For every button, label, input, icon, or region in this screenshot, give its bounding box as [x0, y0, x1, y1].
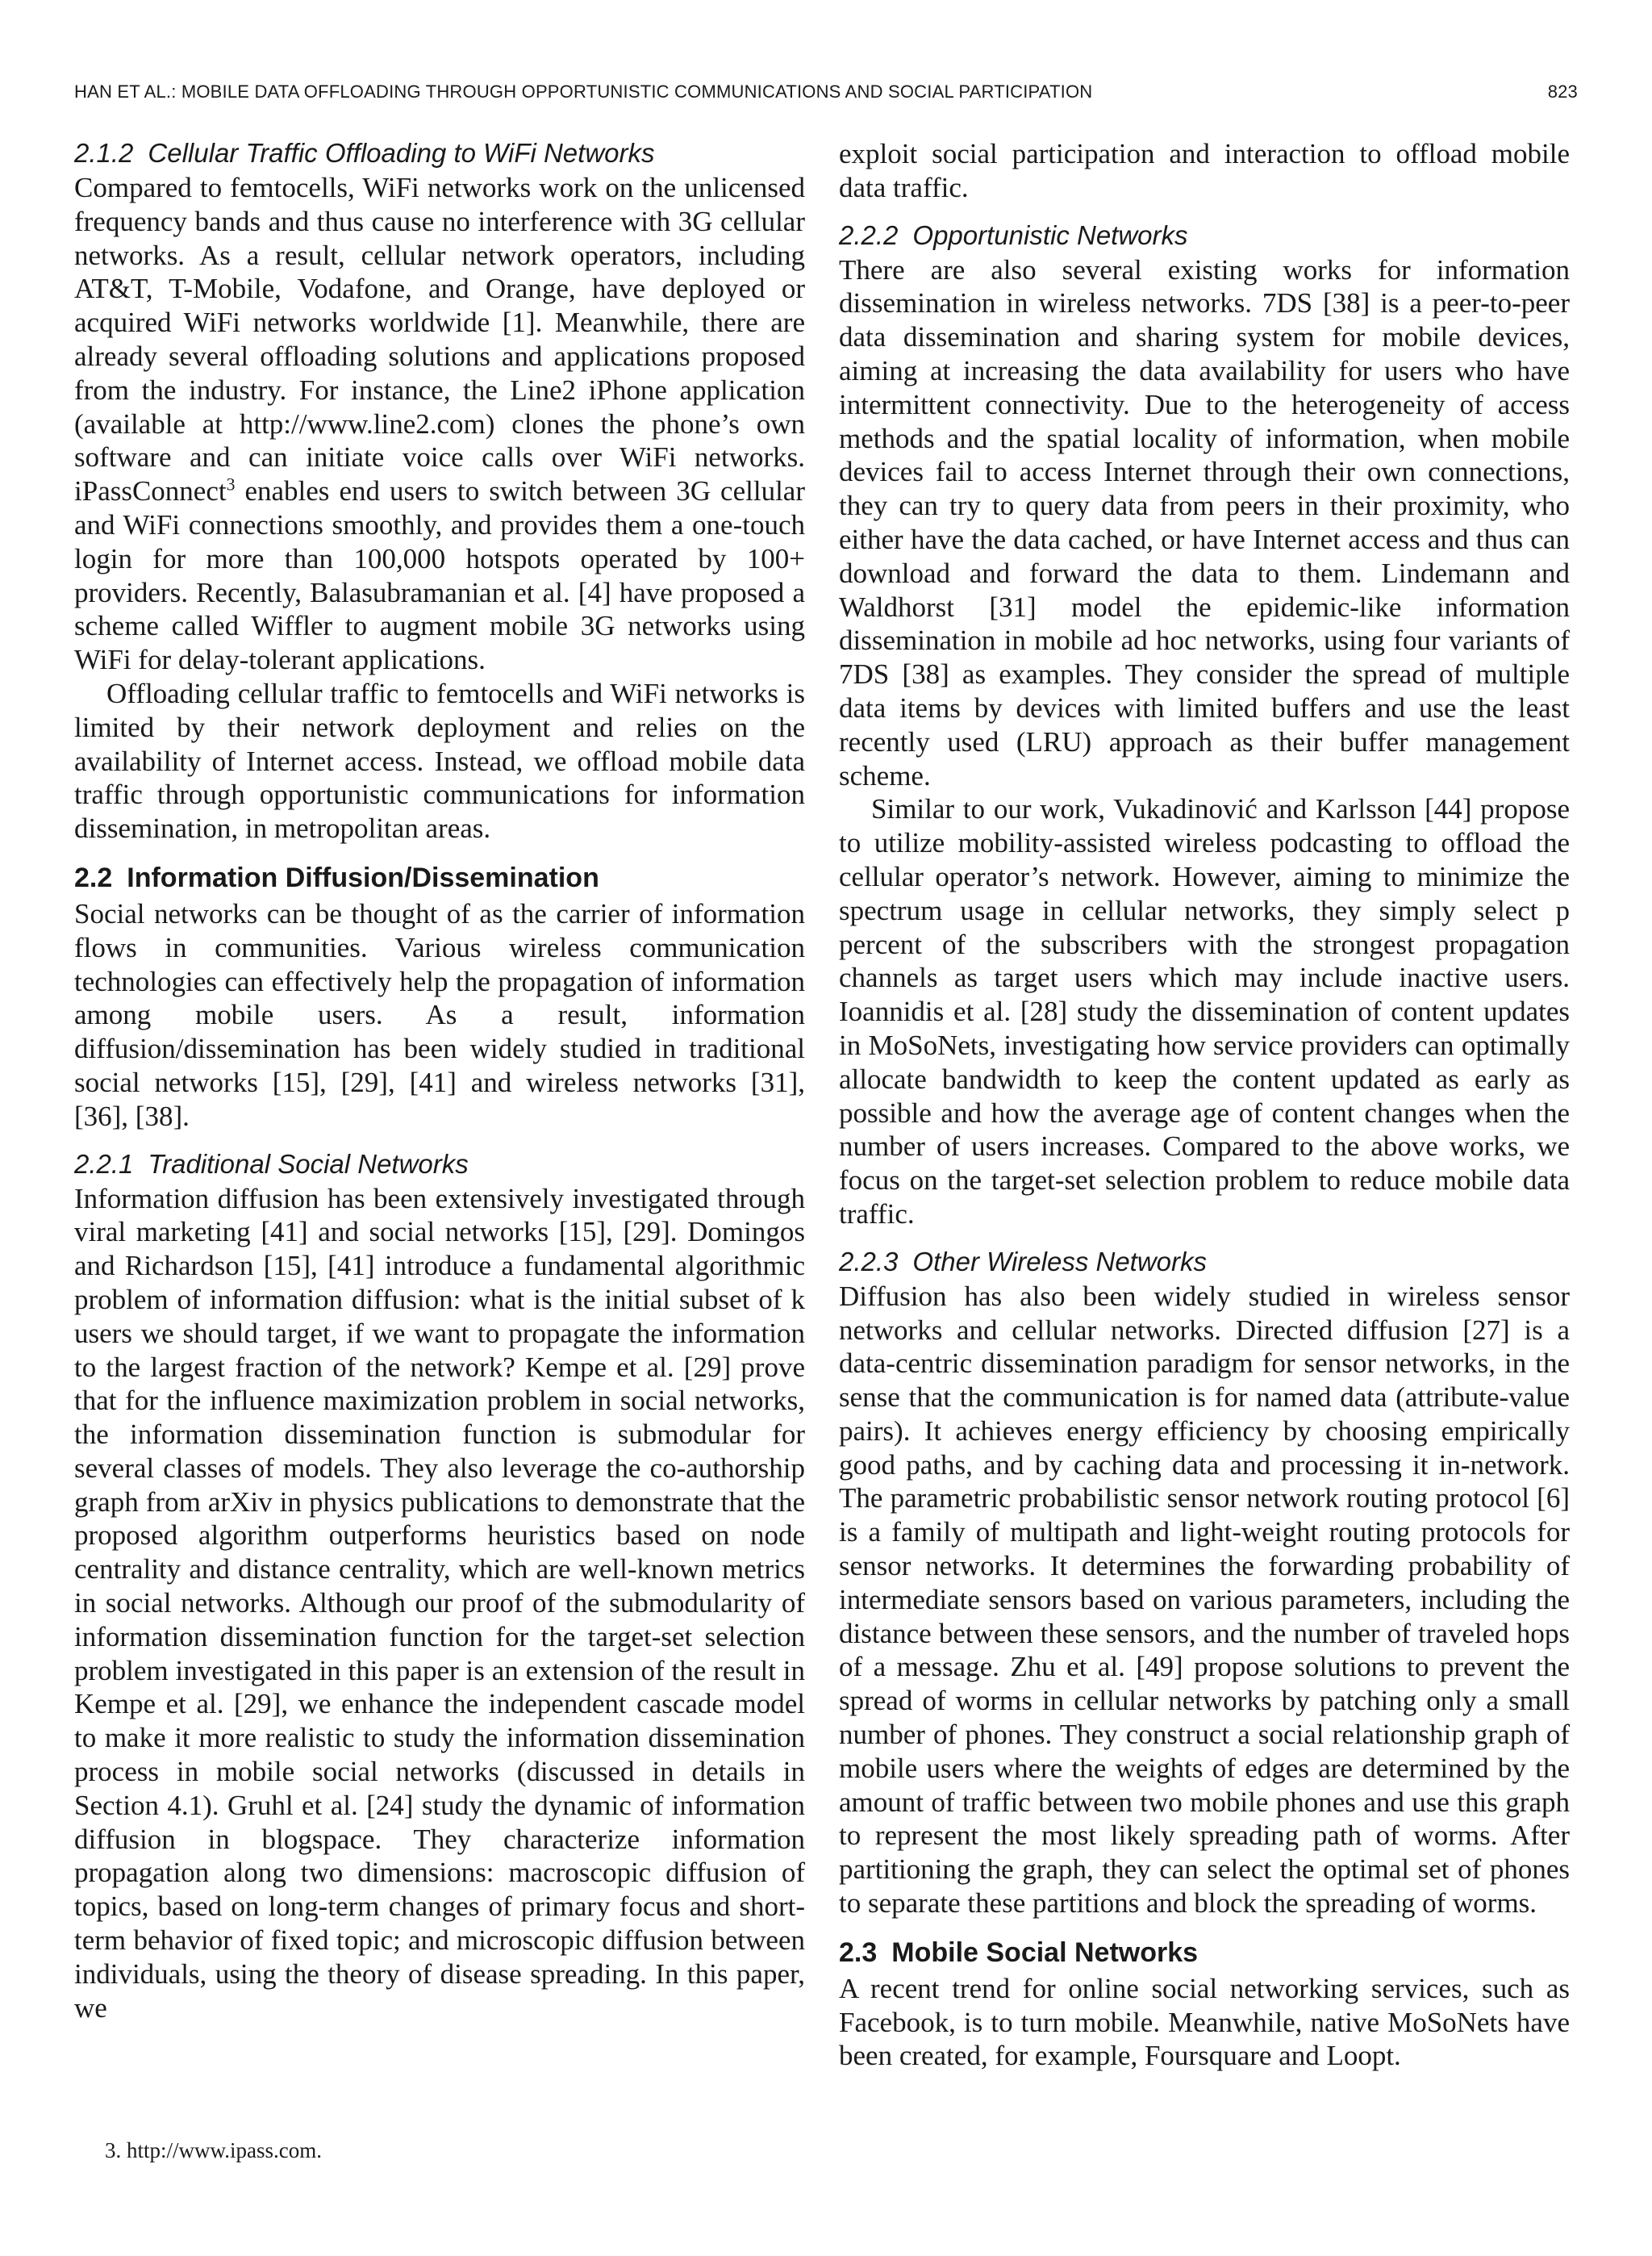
paragraph-text: enables end users to switch between 3G cellular and WiFi connections smoothly, and provides them a one-touch login for more than 100,000 hotspots operated by 100+ providers. Recently, Balasubramanian et al. [4] have proposed a scheme called Wiffler to augment mobile 3G networks using WiFi for delay-tolerant applications. [74, 475, 805, 676]
paragraph: There are also several existing works for information dissemination in wireless networks. 7DS [38] is a peer-to-peer data dissemination and sharing system for mobile devices, aiming at increasing the data availability for users who have intermittent connectivity. Due to the heterogeneity of access methods and the spatial locality of information, when mobile devices fail to access Internet through their own connections, they can try to query data from peers in their proximity, who either have the data cached, or have Internet access and thus can download and forward the data to them. Lindemann and Waldhorst [31] model the epidemic-like information dissemination in mobile ad hoc networks, using four variants of 7DS [38] as examples. They consider the spread of multiple data items by devices with limited buffers and use the least recently used (LRU) approach as their buffer management scheme. [839, 253, 1570, 792]
section-heading-2-2 [74, 862, 805, 894]
section-number: 2.3 [839, 1936, 878, 1968]
paragraph: exploit social participation and interaction to offload mobile data traffic. [839, 138, 1570, 203]
paragraph: Social networks can be thought of as the carrier of information flows in communities. Various wireless communication technologies can effectively help the propagation of information among mobile users. As a result, information diffusion/dissemination has been widely studied in traditional social networks [15], [29], [41] and wireless networks [31], [36], [38]. [74, 897, 805, 1132]
running-head [74, 77, 1578, 107]
section-heading-2-2-2 [839, 219, 1570, 252]
section-heading-2-2-3 [839, 1246, 1570, 1278]
paragraph: Information diffusion has been extensively investigated through viral marketing [41] and social networks [15], [29]. Domingos and Richardson [15], [41] introduce a fundamental algorithmic problem of information diffusion: what is the initial subset of k users we should target, if we want to propagate the information to the largest fraction of the network? Kempe et al. [29] prove that for the influence maximization problem in social networks, the information dissemination function is submodular for several classes of models. They also leverage the co-authorship graph from arXiv in physics publications to demonstrate that the proposed algorithm outperforms heuristics based on node centrality and distance centrality, which are well-known metrics in social networks. Although our proof of the submodularity of information dissemination function for the target-set selection problem investigated in this paper is an extension of the result in Kempe et al. [29], we enhance the independent cascade model to make it more realistic to study the information dissemination process in mobile social networks (discussed in details in Section 4.1). Gruhl et al. [24] study the dynamic of information diffusion in blogspace. They characterize information propagation along two dimensions: macroscopic diffusion of topics, based on long-term changes of primary focus and short-term behavior of fixed topic; and microscopic diffusion between individuals, using the theory of disease spreading. In this paper, we [74, 1182, 805, 2024]
paragraph [74, 171, 805, 677]
paragraph: Similar to our work, Vukadinović and Karlsson [44] propose to utilize mobility-assisted wireless podcasting to offload the cellular operator’s network. However, aiming to minimize the spectrum usage in cellular networks, they simply select p percent of the subscribers with the strongest propagation channels as target users which may include inactive users. Ioannidis et al. [28] study the dissemination of content updates in MoSoNets, investigating how service providers can optimally allocate bandwidth to keep the content updated as early as possible and how the average age of content changes when the number of users increases. Compared to the above works, we focus on the target-set selection problem to reduce mobile data traffic. [839, 793, 1570, 1230]
section-number: 2.2.3 [839, 1246, 899, 1276]
footnote-marker: 3 [226, 474, 236, 495]
paragraph: A recent trend for online social networking services, such as Facebook, is to turn mobile. Meanwhile, native MoSoNets have been created, for example, Foursquare and Loopt. [839, 1972, 1570, 2072]
section-heading-2-1-2 [74, 137, 805, 169]
left-column [74, 137, 805, 2024]
section-title: Cellular Traffic Offloading to WiFi Networks [148, 138, 655, 168]
section-heading-2-2-1 [74, 1148, 805, 1180]
section-title: Traditional Social Networks [148, 1148, 469, 1179]
page-number: 823 [1547, 81, 1578, 102]
section-number: 2.1.2 [74, 138, 134, 168]
section-number: 2.2 [74, 862, 113, 893]
right-column [839, 137, 1570, 2073]
section-title: Information Diffusion/Dissemination [127, 862, 599, 893]
running-head-title: HAN ET AL.: MOBILE DATA OFFLOADING THROUGH OPPORTUNISTIC COMMUNICATIONS AND SOCIAL PARTICIPATION [74, 81, 1093, 102]
section-number: 2.2.1 [74, 1148, 134, 1179]
section-title: Opportunistic Networks [912, 219, 1188, 250]
footnote: 3. http://www.ipass.com. [105, 2138, 322, 2162]
paragraph: Offloading cellular traffic to femtocells and WiFi networks is limited by their network deployment and relies on the availability of Internet access. Instead, we offload mobile data traffic through opportunistic communications for information dissemination, in metropolitan areas. [74, 677, 805, 845]
section-heading-2-3 [839, 1936, 1570, 1969]
section-title: Other Wireless Networks [912, 1246, 1208, 1276]
paragraph-text: Compared to femtocells, WiFi networks work on the unlicensed frequency bands and thus cause no interference with 3G cellular networks. As a result, cellular network operators, including AT&T, T-Mobile, Vodafone, and Orange, have deployed or acquired WiFi networks worldwide [1]. Meanwhile, there are already several offloading solutions and applications proposed from the industry. For instance, the Line2 iPhone application (available at http://www.line2.com) clones the phone’s own software and can initiate voice calls over WiFi networks. iPassConnect [74, 172, 805, 508]
paragraph: Diffusion has also been widely studied in wireless sensor networks and cellular networks. Directed diffusion [27] is a data-centric dissemination paradigm for sensor networks, in the sense that the communication is for named data (attribute-value pairs). It achieves energy efficiency by choosing empirically good paths, and by caching data and processing it in-network. The parametric probabilistic sensor network routing protocol [6] is a family of multipath and light-weight routing protocols for sensor networks. It determines the forwarding probability of intermediate sensors based on various parameters, including the distance between these sensors, and the number of traveled hops of a message. Zhu et al. [49] propose solutions to prevent the spread of worms in cellular networks by patching only a small number of phones. They construct a social relationship graph of mobile users where the weights of edges are determined by the amount of traffic between two mobile phones and use this graph to represent the most likely spreading path of worms. After partitioning the graph, they can select the optimal set of phones to separate these partitions and block the spreading of worms. [839, 1280, 1570, 1920]
section-number: 2.2.2 [839, 219, 899, 250]
section-title: Mobile Social Networks [891, 1936, 1199, 1968]
